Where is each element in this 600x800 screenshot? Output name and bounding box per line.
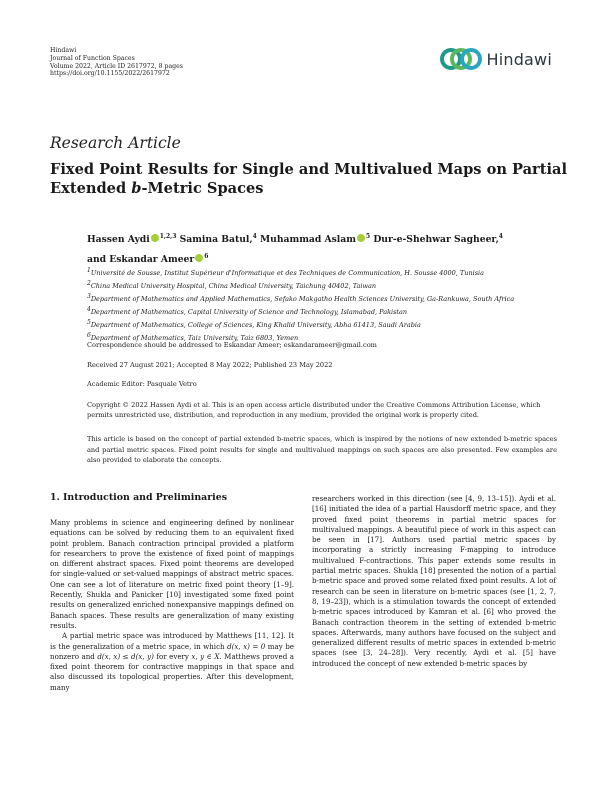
affiliation-item	[87, 279, 557, 292]
author-affiliation-sup: 4	[252, 233, 257, 240]
author-affiliation-sup: 5	[365, 233, 371, 240]
publication-dates: Received 27 August 2021; Accepted 8 May 2022; Published 23 May 2022	[87, 361, 333, 369]
affiliation-text: Université de Sousse, Institut Supérieur d'Informatique et des Techniques de Communication, H. Sousse 4000, Tunisia	[90, 269, 484, 278]
affiliation-item	[87, 305, 557, 318]
affiliation-item	[87, 266, 557, 279]
para-text: for every	[153, 651, 192, 661]
abstract: This article is based on the concept of partial extended b-metric spaces, which is inspired by the notions of new extended b-metric spaces and partial metric spaces. Fixed point results for single and multivalued mappings on such spaces are also presented. Few examples are also provided to elaborate the concepts.	[87, 435, 557, 464]
affiliation-text: Department of Mathematics and Applied Mathematics, Sefako Makgatho Health Sciences University, Ga-Rankuwa, South Africa	[90, 295, 515, 304]
affiliation-text: Department of Mathematics, College of Sciences, King Khalid University, Abha 61413, Saudi Arabia	[90, 321, 421, 330]
right-column	[312, 494, 556, 669]
left-column	[50, 518, 294, 693]
logo-wordmark: Hindawi	[486, 49, 552, 69]
orcid-icon[interactable]	[195, 254, 203, 262]
journal-masthead	[50, 47, 183, 78]
journal-name: Journal of Function Spaces	[50, 54, 135, 62]
article-type: Research Article	[50, 134, 181, 152]
affiliation-item	[87, 318, 557, 331]
affiliation-sup: 5	[87, 319, 91, 327]
math-inline: x, y ∈ X	[191, 651, 220, 661]
affiliation-sup: 3	[87, 293, 91, 301]
affiliation-sup: 6	[87, 332, 91, 340]
author-name: Muhammad Aslam	[259, 234, 356, 246]
author-affiliation-sup: 1,2,3	[159, 233, 177, 240]
hindawi-rings-logo-icon	[439, 44, 483, 74]
academic-editor: Academic Editor: Pasquale Vetro	[87, 380, 197, 388]
author-name: Hassen Aydi	[87, 234, 150, 246]
affiliation-text: Department of Mathematics, Taiz University, Taiz 6803, Yemen	[90, 334, 299, 343]
author-name: Dur-e-Shehwar Sagheer,	[373, 234, 499, 246]
author-name: and Eskandar Ameer	[87, 254, 195, 266]
title-text-end: -Metric Spaces	[141, 180, 264, 197]
publisher-name: Hindawi	[50, 47, 77, 54]
title-italic-b: b	[131, 180, 142, 197]
affiliation-list	[87, 266, 557, 344]
math-inline: d(x, x) = 0	[227, 641, 266, 651]
math-inline: d(x, x) ≤ d(x, y)	[97, 651, 154, 661]
paper-title	[50, 160, 570, 198]
author-list	[87, 228, 557, 268]
orcid-icon[interactable]	[357, 234, 365, 242]
para-text: . Matthews proved a fixed point theorem for contractive mappings in that space and also discussed its topological properties. After this development, many	[50, 651, 294, 692]
correspondence: Correspondence should be addressed to Eskandar Ameer; eskandarameer@gmail.com	[87, 341, 377, 349]
para-text: A partial metric space was introduced by Matthews [11, 12]. It is the generalization of a metric space, in which	[50, 631, 294, 651]
intro-paragraph-3: researchers worked in this direction (see [4, 9, 13–15]). Aydi et al. [16] initiated the idea of a partial Hausdorff metric space, and they proved fixed point theorems in partial metric spaces for multivalued mappings. A beautiful piece of work in this aspect can be seen in [17]. Authors used partial metric spaces by incorporating a strictly increasing F-mapping to introduce multivalued F-contractions. This paper extends some results in partial metric spaces. Shukla [18] presented the notion of a partial b-metric space and proved some related fixed point results. A lot of research can be seen in literature on b-metric spaces (see [1, 2, 7, 8, 19–23]), which is a stimulation towards the concept of extended b-metric spaces introduced by Kamran et al. [6] who proved the Banach contraction theorem in the setting of extended b-metric spaces. Afterwards, many authors have focused on the subject and generalized different results of metric spaces in extended b-metric spaces (see [3, 24–28]). Very recently, Aydi et al. [5] have introduced the concept of new extended b-metric spaces by	[312, 494, 556, 668]
copyright-notice: Copyright © 2022 Hassen Aydi et al. This is an open access article distributed under the Creative Commons Attribution License, which permits unrestricted use, distribution, and reproduction in any medium, provided the original work is properly cited.	[87, 401, 541, 419]
author-affiliation-sup: 4	[498, 233, 503, 240]
affiliation-text: China Medical University Hospital, China Medical University, Taichung 40402, Taiwan	[90, 282, 377, 291]
affiliation-sup: 1	[87, 267, 91, 274]
title-text: Fixed Point Results for Single and Multivalued Maps on Partial Extended	[50, 161, 568, 197]
author-affiliation-sup: 6	[204, 253, 209, 261]
intro-paragraph-1: Many problems in science and engineering defined by nonlinear equations can be solved by reducing them to an equivalent fixed point problem. Banach contraction principal provided a platform for researchers to prove the existence of fixed point of mappings on different abstract spaces. Fixed point theorems are developed for single-valued or set-valued mappings of abstract metric spaces. One can see a lot of literature on metric fixed point theory [1–9]. Recently, Shukla and Panicker [10] investigated some fixed point results on generalized enriched nonexpansive mappings defined on Banach spaces. These results are generalization of many existing results.	[50, 518, 294, 630]
section-heading: 1. Introduction and Preliminaries	[50, 492, 227, 503]
intro-paragraph-2	[50, 631, 294, 693]
affiliation-sup: 4	[87, 306, 91, 314]
affiliation-text: Department of Mathematics, Capital University of Science and Technology, Islamabad, Pakistan	[90, 308, 408, 317]
hindawi-logo	[439, 44, 552, 74]
orcid-icon[interactable]	[151, 234, 159, 242]
doi-link[interactable]: https://doi.org/10.1155/2022/2617972	[50, 70, 170, 78]
affiliation-sup: 2	[87, 280, 91, 288]
affiliation-item	[87, 292, 557, 305]
volume-line: Volume 2022, Article ID 2617972, 8 pages	[50, 62, 183, 70]
author-name: Samina Batul,	[179, 234, 253, 246]
para-text: may be nonzero and	[50, 641, 294, 661]
